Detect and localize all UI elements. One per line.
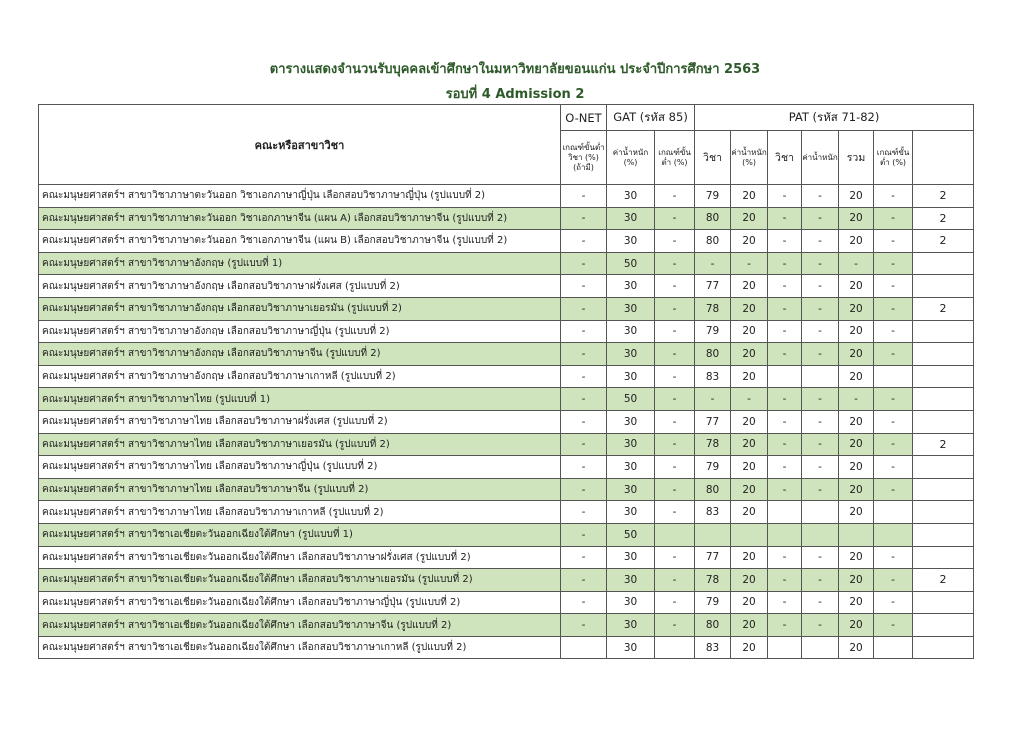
pat-subject2-cell: [768, 501, 802, 524]
onet-cell: -: [561, 343, 607, 366]
pat-min-cell: -: [874, 185, 913, 208]
onet-cell: -: [561, 275, 607, 298]
pat-min-cell: [874, 501, 913, 524]
gat-min-cell: -: [655, 252, 695, 275]
gat-weight-cell: 30: [607, 501, 655, 524]
faculty-cell: คณะมนุษยศาสตร์ฯ สาขาวิชาเอเชียตะวันออกเฉียงใต้ศึกษา เลือกสอบวิชาภาษาญี่ปุ่น (รูปแบบที่ 2): [39, 591, 561, 614]
pat-sum-cell: 20: [839, 343, 874, 366]
table-row: [39, 320, 974, 343]
pat-weight2-header: ค่าน้ำหนัก: [802, 131, 839, 185]
faculty-cell: คณะมนุษยศาสตร์ฯ สาขาวิชาภาษาไทย เลือกสอบวิชาภาษาญี่ปุ่น (รูปแบบที่ 2): [39, 456, 561, 479]
pat-sum-cell: 20: [839, 546, 874, 569]
pat-weight-cell: 20: [731, 478, 768, 501]
gat-min-cell: -: [655, 185, 695, 208]
table-row: [39, 275, 974, 298]
gat-weight-cell: 30: [607, 410, 655, 433]
pat-weight-cell: 20: [731, 230, 768, 253]
gat-weight-cell: 30: [607, 591, 655, 614]
pat-sum-cell: 20: [839, 501, 874, 524]
pat-subject2-cell: -: [768, 410, 802, 433]
gat-min-cell: -: [655, 320, 695, 343]
seats-cell: [913, 410, 974, 433]
pat-min-cell: -: [874, 230, 913, 253]
pat-weight-cell: 20: [731, 591, 768, 614]
pat-subject-cell: 77: [695, 410, 731, 433]
table-row: [39, 207, 974, 230]
seats-cell: 2: [913, 433, 974, 456]
pat-sum-cell: 20: [839, 297, 874, 320]
gat-min-cell: -: [655, 501, 695, 524]
pat-weight-cell: -: [731, 388, 768, 411]
gat-weight-cell: 30: [607, 185, 655, 208]
pat-weight2-cell: -: [802, 230, 839, 253]
gat-weight-cell: 30: [607, 275, 655, 298]
page-title: ตารางแสดงจำนวนรับบุคคลเข้าศึกษาในมหาวิทยาลัยขอนแก่น ประจำปีการศึกษา 2563: [269, 62, 761, 77]
gat-min-cell: [655, 523, 695, 546]
pat-min-cell: -: [874, 410, 913, 433]
seats-cell: [913, 252, 974, 275]
seats-cell: [913, 388, 974, 411]
table-row: [39, 523, 974, 546]
gat-weight-cell: 30: [607, 230, 655, 253]
faculty-header: คณะหรือสาขาวิชา: [39, 105, 561, 185]
table-row: [39, 230, 974, 253]
onet-cell: -: [561, 410, 607, 433]
table-row: [39, 388, 974, 411]
onet-header: O-NET: [561, 105, 607, 131]
pat-subject2-cell: -: [768, 275, 802, 298]
table-row: [39, 297, 974, 320]
pat-subject1-header: วิชา: [695, 131, 731, 185]
pat-min-cell: -: [874, 433, 913, 456]
table-row: [39, 365, 974, 388]
onet-cell: -: [561, 456, 607, 479]
gat-min-cell: -: [655, 614, 695, 637]
gat-min-cell: -: [655, 546, 695, 569]
pat-subject-cell: 77: [695, 275, 731, 298]
pat-subject2-cell: -: [768, 546, 802, 569]
faculty-cell: คณะมนุษยศาสตร์ฯ สาขาวิชาภาษาไทย เลือกสอบวิชาภาษาเกาหลี (รูปแบบที่ 2): [39, 501, 561, 524]
table-row: [39, 185, 974, 208]
pat-sum-header: รวม: [839, 131, 874, 185]
seats-cell: [913, 523, 974, 546]
faculty-cell: คณะมนุษยศาสตร์ฯ สาขาวิชาภาษาอังกฤษ เลือกสอบวิชาภาษาเกาหลี (รูปแบบที่ 2): [39, 365, 561, 388]
pat-subject2-cell: -: [768, 252, 802, 275]
table-row: [39, 252, 974, 275]
pat-min-cell: -: [874, 614, 913, 637]
pat-weight-cell: 20: [731, 433, 768, 456]
gat-min-cell: -: [655, 433, 695, 456]
pat-sum-cell: 20: [839, 230, 874, 253]
onet-cell: -: [561, 569, 607, 592]
seats-cell: 2: [913, 297, 974, 320]
pat-min-cell: -: [874, 275, 913, 298]
pat-min-cell: -: [874, 591, 913, 614]
gat-weight-cell: 30: [607, 456, 655, 479]
pat-subject2-cell: -: [768, 456, 802, 479]
pat-subject-cell: 83: [695, 365, 731, 388]
pat-weight2-cell: -: [802, 546, 839, 569]
gat-weight-cell: 30: [607, 207, 655, 230]
gat-weight-cell: 30: [607, 433, 655, 456]
admission-table: [38, 104, 974, 659]
gat-weight-cell: 30: [607, 365, 655, 388]
onet-cell: -: [561, 546, 607, 569]
pat-weight2-cell: -: [802, 185, 839, 208]
seats-cell: [913, 501, 974, 524]
pat-weight-cell: 20: [731, 275, 768, 298]
gat-weight-cell: 50: [607, 388, 655, 411]
pat-sum-cell: 20: [839, 614, 874, 637]
pat-subject2-cell: -: [768, 230, 802, 253]
faculty-cell: คณะมนุษยศาสตร์ฯ สาขาวิชาภาษาตะวันออก วิชาเอกภาษาจีน (แผน B) เลือกสอบวิชาภาษาจีน (รูปแบบที่ 2): [39, 230, 561, 253]
pat-weight-cell: 20: [731, 207, 768, 230]
pat-sum-cell: -: [839, 388, 874, 411]
pat-subject-cell: 80: [695, 343, 731, 366]
faculty-cell: คณะมนุษยศาสตร์ฯ สาขาวิชาภาษาอังกฤษ เลือกสอบวิชาภาษาญี่ปุ่น (รูปแบบที่ 2): [39, 320, 561, 343]
pat-weight2-cell: -: [802, 410, 839, 433]
pat-min-cell: [874, 523, 913, 546]
gat-min-cell: -: [655, 569, 695, 592]
table-row: [39, 456, 974, 479]
pat-weight2-cell: -: [802, 252, 839, 275]
pat-weight-cell: 20: [731, 614, 768, 637]
pat-subject-cell: 83: [695, 636, 731, 659]
gat-min-cell: -: [655, 207, 695, 230]
pat-sum-cell: [839, 523, 874, 546]
pat-weight2-cell: -: [802, 207, 839, 230]
pat-subject2-cell: -: [768, 297, 802, 320]
gat-min-cell: -: [655, 343, 695, 366]
pat-min-cell: -: [874, 569, 913, 592]
pat-weight2-cell: -: [802, 275, 839, 298]
faculty-cell: คณะมนุษยศาสตร์ฯ สาขาวิชาภาษาไทย เลือกสอบวิชาภาษาเยอรมัน (รูปแบบที่ 2): [39, 433, 561, 456]
pat-sum-cell: 20: [839, 478, 874, 501]
pat-sum-cell: 20: [839, 365, 874, 388]
faculty-cell: คณะมนุษยศาสตร์ฯ สาขาวิชาภาษาอังกฤษ เลือกสอบวิชาภาษาเยอรมัน (รูปแบบที่ 2): [39, 297, 561, 320]
pat-weight-cell: [731, 523, 768, 546]
pat-subject-cell: 83: [695, 501, 731, 524]
pat-min-cell: -: [874, 388, 913, 411]
pat-subject2-cell: -: [768, 591, 802, 614]
gat-min-cell: -: [655, 456, 695, 479]
pat-subject2-cell: -: [768, 388, 802, 411]
pat-weight2-cell: -: [802, 591, 839, 614]
faculty-cell: คณะมนุษยศาสตร์ฯ สาขาวิชาเอเชียตะวันออกเฉียงใต้ศึกษา เลือกสอบวิชาภาษาจีน (รูปแบบที่ 2): [39, 614, 561, 637]
pat-weight-cell: 20: [731, 569, 768, 592]
onet-cell: -: [561, 523, 607, 546]
gat-weight-cell: 30: [607, 546, 655, 569]
table-row: [39, 636, 974, 659]
pat-weight1-header: ค่าน้ำหนัก (%): [731, 131, 768, 185]
onet-cell: -: [561, 388, 607, 411]
pat-subject2-cell: -: [768, 343, 802, 366]
seats-cell: 2: [913, 185, 974, 208]
pat-min-cell: -: [874, 456, 913, 479]
faculty-cell: คณะมนุษยศาสตร์ฯ สาขาวิชาเอเชียตะวันออกเฉียงใต้ศึกษา เลือกสอบวิชาภาษาเยอรมัน (รูปแบบที่ 2): [39, 569, 561, 592]
pat-min-cell: -: [874, 252, 913, 275]
onet-cell: [561, 636, 607, 659]
pat-sum-cell: 20: [839, 410, 874, 433]
pat-subject-cell: -: [695, 252, 731, 275]
pat-subject-cell: 77: [695, 546, 731, 569]
gat-min-cell: -: [655, 410, 695, 433]
pat-weight2-cell: [802, 365, 839, 388]
table-row: [39, 591, 974, 614]
faculty-cell: คณะมนุษยศาสตร์ฯ สาขาวิชาภาษาอังกฤษ (รูปแบบที่ 1): [39, 252, 561, 275]
pat-header: PAT (รหัส 71-82): [695, 105, 974, 131]
pat-weight-cell: 20: [731, 546, 768, 569]
pat-weight2-cell: -: [802, 478, 839, 501]
pat-weight2-cell: -: [802, 456, 839, 479]
onet-cell: -: [561, 252, 607, 275]
pat-subject-cell: 79: [695, 185, 731, 208]
pat-subject2-cell: -: [768, 320, 802, 343]
gat-weight-cell: 30: [607, 636, 655, 659]
pat-sum-cell: 20: [839, 591, 874, 614]
seats-cell: [913, 478, 974, 501]
pat-min-cell: [874, 636, 913, 659]
gat-header: GAT (รหัส 85): [607, 105, 695, 131]
pat-subject-cell: 79: [695, 591, 731, 614]
gat-weight-cell: 50: [607, 252, 655, 275]
pat-subject-cell: 78: [695, 297, 731, 320]
pat-min-cell: -: [874, 478, 913, 501]
seats-cell: [913, 546, 974, 569]
pat-min-cell: -: [874, 207, 913, 230]
gat-min-cell: [655, 636, 695, 659]
pat-subject-cell: 78: [695, 569, 731, 592]
pat-sum-cell: 20: [839, 275, 874, 298]
pat-weight-cell: 20: [731, 365, 768, 388]
gat-min-cell: -: [655, 388, 695, 411]
pat-subject-cell: 80: [695, 207, 731, 230]
gat-weight-cell: 30: [607, 297, 655, 320]
seats-cell: [913, 343, 974, 366]
seats-cell: 2: [913, 230, 974, 253]
pat-subject2-cell: -: [768, 614, 802, 637]
seats-cell: [913, 456, 974, 479]
faculty-cell: คณะมนุษยศาสตร์ฯ สาขาวิชาภาษาตะวันออก วิชาเอกภาษาญี่ปุ่น เลือกสอบวิชาภาษาญี่ปุ่น (รูปแบบที่ 2): [39, 185, 561, 208]
faculty-cell: คณะมนุษยศาสตร์ฯ สาขาวิชาภาษาไทย (รูปแบบที่ 1): [39, 388, 561, 411]
pat-sum-cell: 20: [839, 569, 874, 592]
pat-weight2-cell: [802, 501, 839, 524]
onet-min-header: เกณฑ์ขั้นต่ำวิชา (%) (ถ้ามี): [561, 131, 607, 185]
onet-cell: -: [561, 591, 607, 614]
pat-weight-cell: 20: [731, 297, 768, 320]
pat-weight-cell: 20: [731, 320, 768, 343]
onet-cell: -: [561, 320, 607, 343]
pat-sum-cell: 20: [839, 456, 874, 479]
onet-cell: -: [561, 433, 607, 456]
table-row: [39, 478, 974, 501]
pat-weight2-cell: -: [802, 388, 839, 411]
pat-subject-cell: 80: [695, 230, 731, 253]
onet-cell: -: [561, 501, 607, 524]
pat-min-header: เกณฑ์ขั้นต่ำ (%): [874, 131, 913, 185]
faculty-cell: คณะมนุษยศาสตร์ฯ สาขาวิชาภาษาตะวันออก วิชาเอกภาษาจีน (แผน A) เลือกสอบวิชาภาษาจีน (รูปแบบที่ 2): [39, 207, 561, 230]
seats-cell: [913, 591, 974, 614]
pat-subject2-header: วิชา: [768, 131, 802, 185]
onet-cell: -: [561, 365, 607, 388]
pat-subject2-cell: [768, 523, 802, 546]
pat-weight2-cell: -: [802, 433, 839, 456]
pat-subject2-cell: -: [768, 478, 802, 501]
page-subtitle: รอบที่ 4 Admission 2: [445, 87, 585, 102]
gat-weight-cell: 30: [607, 614, 655, 637]
pat-sum-cell: 20: [839, 320, 874, 343]
gat-min-cell: -: [655, 478, 695, 501]
pat-min-cell: -: [874, 320, 913, 343]
pat-weight-cell: 20: [731, 410, 768, 433]
table-row: [39, 410, 974, 433]
pat-weight-cell: 20: [731, 343, 768, 366]
onet-cell: -: [561, 297, 607, 320]
pat-weight-cell: 20: [731, 501, 768, 524]
gat-weight-cell: 30: [607, 478, 655, 501]
pat-weight-cell: 20: [731, 185, 768, 208]
pat-sum-cell: 20: [839, 636, 874, 659]
gat-weight-cell: 30: [607, 569, 655, 592]
pat-weight-cell: 20: [731, 636, 768, 659]
seats-cell: 2: [913, 569, 974, 592]
pat-weight2-cell: -: [802, 343, 839, 366]
onet-cell: -: [561, 185, 607, 208]
table-body: [39, 185, 974, 659]
seats-cell: [913, 365, 974, 388]
pat-subject-cell: [695, 523, 731, 546]
pat-subject2-cell: -: [768, 207, 802, 230]
onet-cell: -: [561, 230, 607, 253]
pat-sum-cell: 20: [839, 207, 874, 230]
pat-weight2-cell: -: [802, 297, 839, 320]
pat-weight2-cell: -: [802, 569, 839, 592]
table-row: [39, 569, 974, 592]
faculty-cell: คณะมนุษยศาสตร์ฯ สาขาวิชาภาษาอังกฤษ เลือกสอบวิชาภาษาฝรั่งเศส (รูปแบบที่ 2): [39, 275, 561, 298]
pat-weight2-cell: [802, 636, 839, 659]
pat-min-cell: [874, 365, 913, 388]
table-row: [39, 614, 974, 637]
faculty-cell: คณะมนุษยศาสตร์ฯ สาขาวิชาภาษาไทย เลือกสอบวิชาภาษาฝรั่งเศส (รูปแบบที่ 2): [39, 410, 561, 433]
gat-weight-cell: 30: [607, 320, 655, 343]
table-row: [39, 501, 974, 524]
pat-subject-cell: 80: [695, 614, 731, 637]
gat-weight-cell: 50: [607, 523, 655, 546]
pat-weight2-cell: -: [802, 320, 839, 343]
pat-subject2-cell: [768, 636, 802, 659]
pat-min-cell: -: [874, 343, 913, 366]
pat-subject-cell: 79: [695, 456, 731, 479]
onet-cell: -: [561, 614, 607, 637]
pat-subject-cell: 79: [695, 320, 731, 343]
gat-min-header: เกณฑ์ขั้นต่ำ (%): [655, 131, 695, 185]
faculty-cell: คณะมนุษยศาสตร์ฯ สาขาวิชาเอเชียตะวันออกเฉียงใต้ศึกษา เลือกสอบวิชาภาษาฝรั่งเศส (รูปแบบที่ 2): [39, 546, 561, 569]
seats-cell: [913, 320, 974, 343]
gat-min-cell: -: [655, 297, 695, 320]
pat-subject2-cell: -: [768, 433, 802, 456]
pat-subject-cell: -: [695, 388, 731, 411]
seats-cell: [913, 614, 974, 637]
gat-min-cell: -: [655, 275, 695, 298]
table-row: [39, 433, 974, 456]
table-row: [39, 546, 974, 569]
pat-weight-cell: -: [731, 252, 768, 275]
pat-weight-cell: 20: [731, 456, 768, 479]
gat-min-cell: -: [655, 591, 695, 614]
pat-min-cell: -: [874, 546, 913, 569]
gat-min-cell: -: [655, 365, 695, 388]
gat-weight-header: ค่าน้ำหนัก (%): [607, 131, 655, 185]
pat-sum-cell: 20: [839, 185, 874, 208]
seats-cell: [913, 636, 974, 659]
pat-sum-cell: -: [839, 252, 874, 275]
pat-subject2-cell: [768, 365, 802, 388]
gat-min-cell: -: [655, 230, 695, 253]
onet-cell: -: [561, 478, 607, 501]
seats-cell: [913, 275, 974, 298]
pat-weight2-cell: -: [802, 614, 839, 637]
pat-sum-cell: 20: [839, 433, 874, 456]
faculty-cell: คณะมนุษยศาสตร์ฯ สาขาวิชาเอเชียตะวันออกเฉียงใต้ศึกษา เลือกสอบวิชาภาษาเกาหลี (รูปแบบที่ 2): [39, 636, 561, 659]
faculty-cell: คณะมนุษยศาสตร์ฯ สาขาวิชาภาษาอังกฤษ เลือกสอบวิชาภาษาจีน (รูปแบบที่ 2): [39, 343, 561, 366]
onet-cell: -: [561, 207, 607, 230]
faculty-cell: คณะมนุษยศาสตร์ฯ สาขาวิชาเอเชียตะวันออกเฉียงใต้ศึกษา (รูปแบบที่ 1): [39, 523, 561, 546]
pat-subject2-cell: -: [768, 569, 802, 592]
pat-subject-cell: 80: [695, 478, 731, 501]
pat-subject-cell: 78: [695, 433, 731, 456]
seats-cell: 2: [913, 207, 974, 230]
table-row: [39, 343, 974, 366]
pat-min-cell: -: [874, 297, 913, 320]
gat-weight-cell: 30: [607, 343, 655, 366]
pat-subject2-cell: -: [768, 185, 802, 208]
faculty-cell: คณะมนุษยศาสตร์ฯ สาขาวิชาภาษาไทย เลือกสอบวิชาภาษาจีน (รูปแบบที่ 2): [39, 478, 561, 501]
pat-weight2-cell: [802, 523, 839, 546]
